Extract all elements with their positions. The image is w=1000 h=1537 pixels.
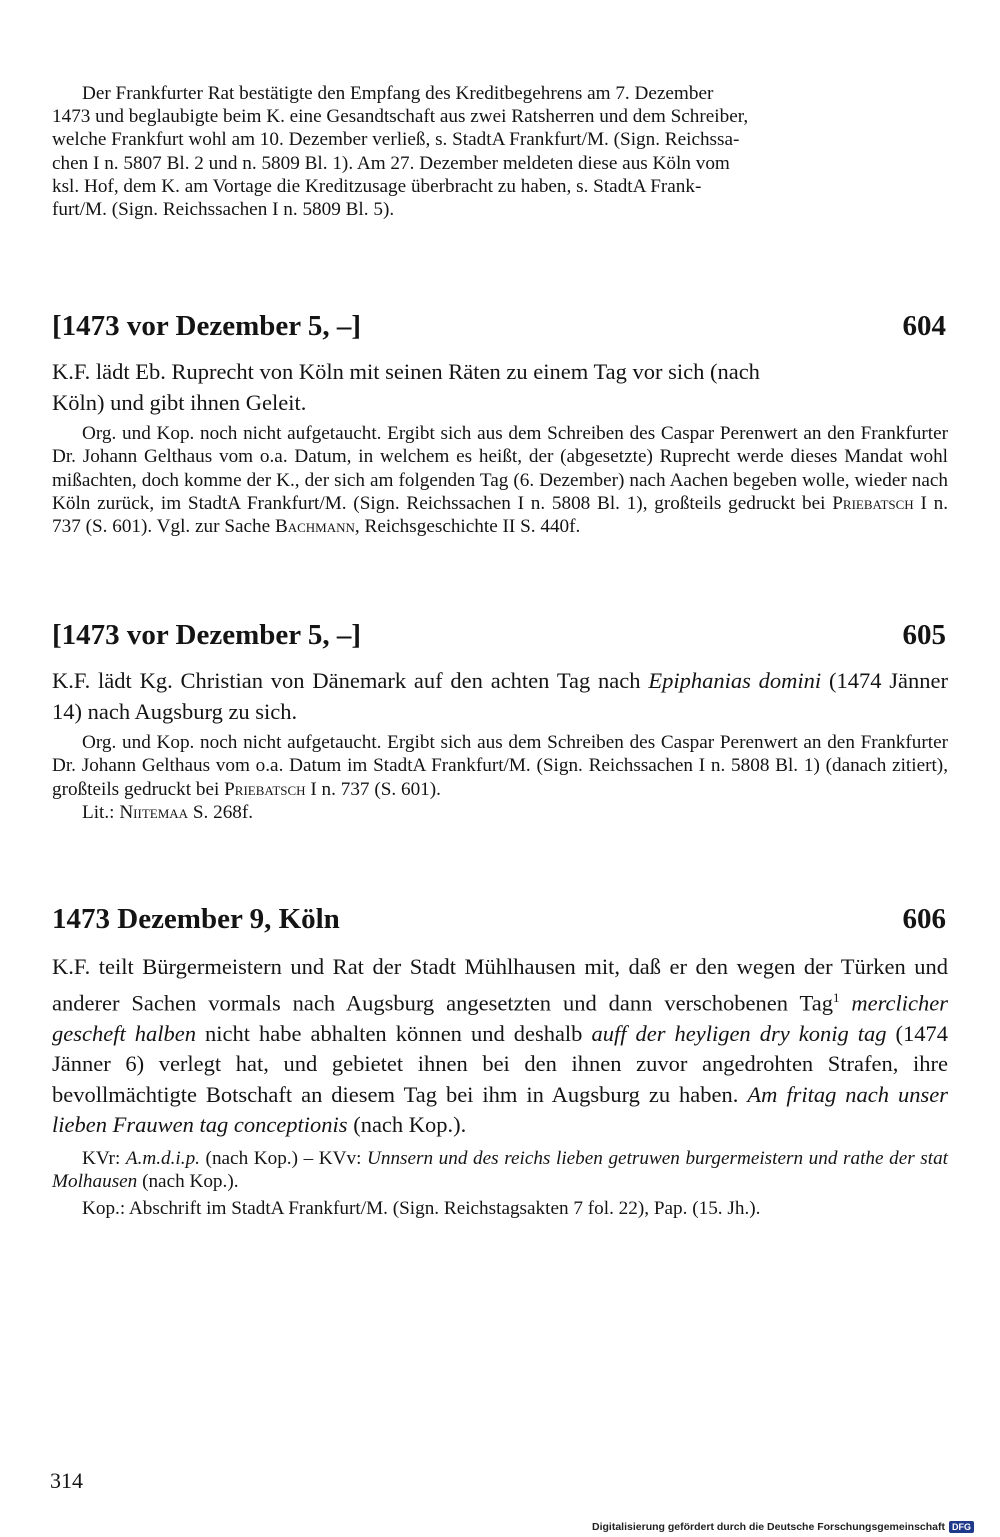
entry-heading <box>52 309 948 343</box>
entry-copy-source: Kop.: Abschrift im StadtA Frankfurt/M. (Sign. Reichstagsakten 7 fol. 22), Pap. (15. Jh.). <box>82 1197 761 1219</box>
entry-summary: K.F. teilt Bürgermeistern und Rat der Stadt Mühlhausen mit, daß er den wegen der Türken und anderer Sachen vormals nach Augsburg angesetzten und dann verschobenen Tag$^1$ merclicher gescheft halben nicht habe abhalten können und deshalb auff der heyligen dry konig tag (1474 Jänner 6) verlegt hat, und gebietet ihnen bei den ihnen zuvor angedrohten Strafen, ihre bevollmächtigte Botschaft an diesem Tag bei ihm in Augsburg zu haben. Am fritag nach unser lieben Frauwen tag conceptionis (nach Kop.). <box>52 954 949 1138</box>
intro-line: furt/M. (Sign. Reichssachen I n. 5809 Bl. 5). <box>52 199 395 221</box>
page-number: 314 <box>50 1468 83 1493</box>
entry-605 <box>52 618 948 824</box>
entry-summary: K.F. lädt Kg. Christian von Dänemark auf den achten Tag nach Epiphanias domini (1474 Jänner 14) nach Augsburg zu sich. <box>52 668 948 724</box>
entry-kvr: KVr: A.m.d.i.p. (nach Kop.) – KVv: Unnsern und des reichs lieben getruwen burgermeistern und rathe der stat Molhausen (nach Kop.). <box>52 1147 948 1192</box>
entry-number: 605 <box>902 619 946 652</box>
entry-number: 606 <box>902 903 946 936</box>
entry-summary <box>52 357 948 418</box>
entry-date: [1473 vor Dezember 5, –] <box>52 619 361 652</box>
entry-604 <box>52 309 948 538</box>
page-body <box>52 82 948 1220</box>
entry-note: Org. und Kop. noch nicht aufgetaucht. Ergibt sich aus dem Schreiben des Caspar Perenwert an den Frankfurter Dr. Johann Gelthaus vom o.a. Datum im StadtA Frankfurt/M. (Sign. Reichssachen I n. 5808 Bl. 1) (danach zitiert), großteils gedruckt bei Priebatsch I n. 737 (S. 601). <box>52 732 948 800</box>
intro-line: welche Frankfurt wohl am 10. Dezember verließ, s. StadtA Frankfurt/M. (Sign. Reichssa- <box>52 129 740 151</box>
entry-note: Org. und Kop. noch nicht aufgetaucht. Ergibt sich aus dem Schreiben des Caspar Perenwert an den Frankfurter Dr. Johann Gelthaus vom o.a. Datum, in welchem es heißt, der (abgesetzte) Ruprecht werde dieses Mandat wohl mißachten, doch komme der K., der sich am folgenden Tag (6. Dezember) nach Aachen begeben wolle, wieder nach Köln zurück, im StadtA Frankfurt/M. (Sign. Reichssachen I n. 5808 Bl. 1), großteils gedruckt bei Priebatsch I n. 737 (S. 601). Vgl. zur Sache Bachmann, Reichsgeschichte II S. 440f. <box>52 423 948 538</box>
credit-text: Digitalisierung gefördert durch die Deutsche Forschungsgemeinschaft <box>592 1521 945 1533</box>
author-ref: Bachmann <box>274 516 355 538</box>
intro-line: 1473 und beglaubigte beim K. eine Gesandtschaft aus zwei Ratsherren und dem Schreiber, <box>52 106 749 128</box>
entry-heading <box>52 902 948 936</box>
intro-note <box>52 82 948 221</box>
summary-line: Köln) und gibt ihnen Geleit. <box>52 389 307 415</box>
author-ref: Priebatsch <box>832 492 914 514</box>
entry-date: 1473 Dezember 9, Köln <box>52 903 340 936</box>
author-ref: Priebatsch <box>224 778 306 800</box>
entry-606 <box>52 902 948 1220</box>
summary-line: K.F. lädt Eb. Ruprecht von Köln mit seinen Räten zu einem Tag vor sich (nach <box>52 359 760 385</box>
intro-line: ksl. Hof, dem K. am Vortage die Kreditzusage überbracht zu haben, s. StadtA Frank- <box>52 175 702 197</box>
entry-number: 604 <box>902 310 946 343</box>
intro-line: Der Frankfurter Rat bestätigte den Empfang des Kreditbegehrens am 7. Dezember <box>82 83 714 104</box>
author-ref: Niitemaa <box>119 801 189 823</box>
digitization-credit <box>592 1521 974 1533</box>
intro-line: chen I n. 5807 Bl. 2 und n. 5809 Bl. 1). Am 27. Dezember meldeten diese aus Köln vom <box>52 152 730 174</box>
entry-date: [1473 vor Dezember 5, –] <box>52 310 361 343</box>
dfg-logo: DFG <box>949 1521 974 1533</box>
latin-phrase: Epiphanias domini <box>648 668 822 694</box>
entry-literature: Lit.: Niitemaa S. 268f. <box>82 801 254 823</box>
footnote-marker: 1 <box>832 989 840 1005</box>
entry-heading <box>52 618 948 652</box>
